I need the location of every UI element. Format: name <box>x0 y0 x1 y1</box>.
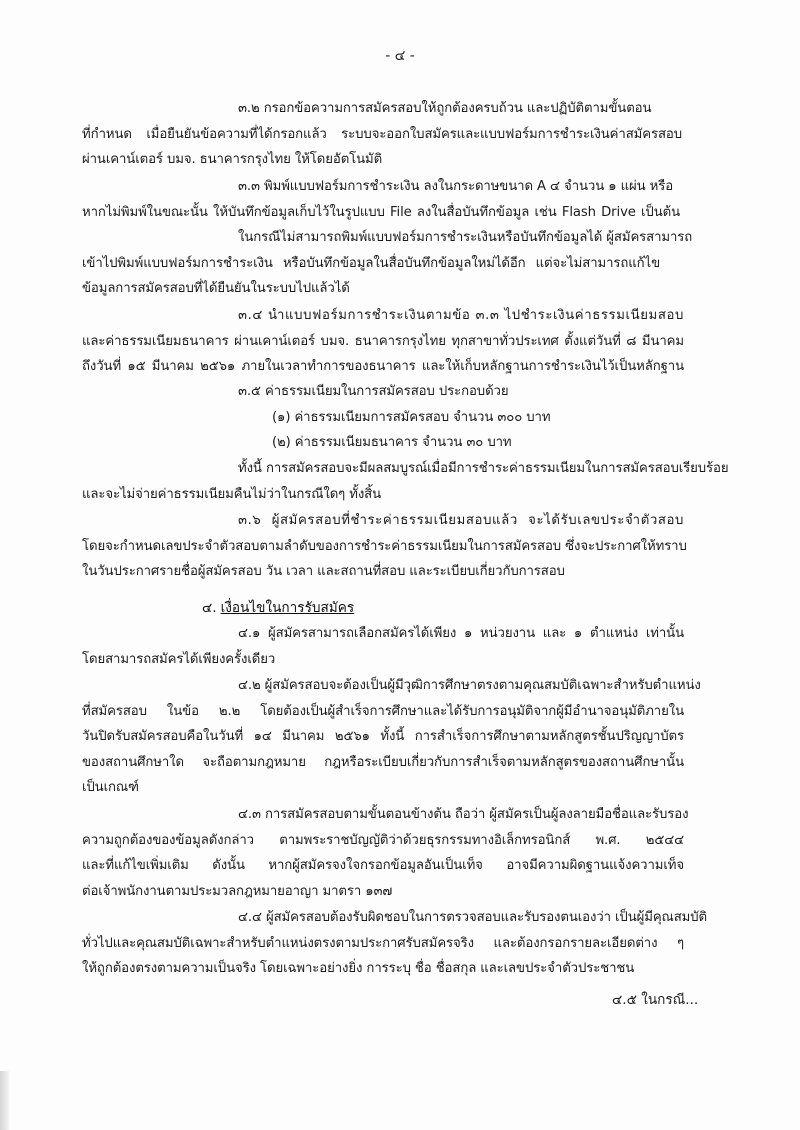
item-4-4-line-2: ทั่วไปและคุณสมบัติเฉพาะสำหรับตำแหน่งตรงตามประกาศรับสมัครจริง และต้องกรอกรายละเอียดต่าง ๆ <box>82 936 684 951</box>
item-3-3-line-5: ข้อมูลการสมัครสอบที่ได้ยืนยันในระบบไปแล้วได้ <box>82 281 350 296</box>
page-number: - ๔ - <box>385 48 415 64</box>
item-3-6-line-3: ในวันประกาศรายชื่อผู้สมัครสอบ วัน เวลา และสถานที่สอบ และระเบียบเกี่ยวกับการสอบ <box>82 564 565 579</box>
item-4-2-line-5: เป็นเกณฑ์ <box>82 780 139 795</box>
item-4-1-line-2: โดยสามารถสมัครได้เพียงครั้งเดียว <box>82 652 276 667</box>
item-3-5-intro: ๓.๕ ค่าธรรมเนียมในการสมัครสอบ ประกอบด้วย <box>238 384 509 399</box>
item-3-4-line-3: ถึงวันที่ ๑๕ มีนาคม ๒๕๖๑ ภายในเวลาทำการของธนาคาร และให้เก็บหลักฐานการชำระเงินไว้เป็นหลักฐาน <box>82 359 684 374</box>
item-4-2-line-3: วันปิดรับสมัครสอบคือในวันที่ ๑๔ มีนาคม ๒๕๖๑ ทั้งนี้ การสำเร็จการศึกษาตามหลักสูตรชั้นปริญญาบัตร <box>82 729 684 744</box>
item-3-2-line-1: ๓.๒ กรอกข้อความการสมัครสอบให้ถูกต้องครบถ้วน และปฏิบัติตามขั้นตอน <box>238 101 652 116</box>
item-4-3-line-3: และที่แก้ไขเพิ่มเติม ดังนั้น หากผู้สมัครจงใจกรอกข้อมูลอันเป็นเท็จ อาจมีความผิดฐานแจ้งความเท็จ <box>82 858 684 873</box>
item-3-3-line-2: หากไม่พิมพ์ในขณะนั้น ให้บันทึกข้อมูลเก็บไว้ในรูปแบบ File ลงในสื่อบันทึกข้อมูล เช่น Flash Drive เป็นต้น <box>82 205 680 220</box>
section-4-title: เงื่อนไขในการรับสมัคร <box>220 600 355 616</box>
item-3-2-line-2: ที่กำหนด เมื่อยืนยันข้อความที่ได้กรอกแล้ว ระบบจะออกใบสมัครและแบบฟอร์มการชำระเงินค่าสมัครสอบ <box>82 127 682 142</box>
item-3-2-line-3: ผ่านเคาน์เตอร์ บมจ. ธนาคารกรุงไทย ให้โดยอัตโนมัติ <box>82 152 383 167</box>
item-4-4-line-1: ๔.๔ ผู้สมัครสอบต้องรับผิดชอบในการตรวจสอบและรับรองตนเองว่า เป็นผู้มีคุณสมบัติ <box>238 910 707 925</box>
item-4-2-line-1: ๔.๒ ผู้สมัครสอบจะต้องเป็นผู้มีวุฒิการศึกษาตรงตามคุณสมบัติเฉพาะสำหรับตำแหน่ง <box>238 678 701 693</box>
item-3-3-line-4: เข้าไปพิมพ์แบบฟอร์มการชำระเงิน หรือบันทึกข้อมูลในสื่อบันทึกข้อมูลใหม่ได้อีก แต่จะไม่สามารถแก้ไข <box>82 256 660 271</box>
item-3-5-note-line-2: และจะไม่จ่ายค่าธรรมเนียมคืนไม่ว่าในกรณีใดๆ ทั้งสิ้น <box>82 487 382 502</box>
item-4-1-line-1: ๔.๑ ผู้สมัครสามารถเลือกสมัครได้เพียง ๑ หน่วยงาน และ ๑ ตำแหน่ง เท่านั้น <box>238 626 684 641</box>
item-4-2-line-4: ของสถานศึกษาใด จะถือตามกฎหมาย กฎหรือระเบียบเกี่ยวกับการสำเร็จตามหลักสูตรของสถานศึกษานั้น <box>82 755 684 770</box>
item-3-5-note-line-1: ทั้งนี้ การสมัครสอบจะมีผลสมบูรณ์เมื่อมีการชำระค่าธรรมเนียมในการสมัครสอบเรียบร้อย <box>238 461 729 476</box>
item-3-3-line-3: ในกรณีไม่สามารถพิมพ์แบบฟอร์มการชำระเงินหรือบันทึกข้อมูลได้ ผู้สมัครสามารถ <box>238 230 693 245</box>
item-4-2-line-2: ที่สมัครสอบ ในข้อ ๒.๒ โดยต้องเป็นผู้สำเร็จการศึกษาและได้รับการอนุมัติจากผู้มีอำนาจอนุมัติภายใน <box>82 704 684 719</box>
item-4-3-line-1: ๔.๓ การสมัครสอบตามขั้นตอนข้างต้น ถือว่า ผู้สมัครเป็นผู้ลงลายมือชื่อและรับรอง <box>238 807 689 822</box>
scan-edge-shadow <box>0 1071 10 1130</box>
item-3-3-line-1: ๓.๓ พิมพ์แบบฟอร์มการชำระเงิน ลงในกระดาษขนาด A ๔ จำนวน ๑ แผ่น หรือ <box>238 179 674 194</box>
item-3-4-line-2: และค่าธรรมเนียมธนาคาร ผ่านเคาน์เตอร์ บมจ. ธนาคารกรุงไทย ทุกสาขาทั่วประเทศ ตั้งแต่วันที่ ๘ มีนาคม <box>82 334 684 349</box>
fee-application: (๑) ค่าธรรมเนียมการสมัครสอบ จำนวน ๓๐๐ บาท <box>272 410 551 425</box>
continued-marker: ๔.๕ ในกรณี... <box>612 992 699 1008</box>
item-3-6-line-1: ๓.๖ ผู้สมัครสอบที่ชำระค่าธรรมเนียมสอบแล้ว จะได้รับเลขประจำตัวสอบ <box>238 513 684 528</box>
section-4-number: ๔. <box>202 600 217 616</box>
fee-bank: (๒) ค่าธรรมเนียมธนาคาร จำนวน ๓๐ บาท <box>272 435 512 450</box>
section-4-heading <box>202 599 354 617</box>
item-4-3-line-4: ต่อเจ้าพนักงานตามประมวลกฎหมายอาญา มาตรา ๑๓๗ <box>82 884 393 899</box>
item-4-3-line-2: ความถูกต้องของข้อมูลดังกล่าว ตามพระราชบัญญัติว่าด้วยธุรกรรมทางอิเล็กทรอนิกส์ พ.ศ. ๒๕๔๔ <box>82 833 684 848</box>
item-3-4-line-1: ๓.๔ นำแบบฟอร์มการชำระเงินตามข้อ ๓.๓ ไปชำระเงินค่าธรรมเนียมสอบ <box>238 308 684 323</box>
item-3-6-line-2: โดยจะกำหนดเลขประจำตัวสอบตามลำดับของการชำระค่าธรรมเนียมในการสมัครสอบ ซึ่งจะประกาศให้ทราบ <box>82 539 687 554</box>
item-4-4-line-3: ให้ถูกต้องตรงตามความเป็นจริง โดยเฉพาะอย่างยิ่ง การระบุ ชื่อ ชื่อสกุล และเลขประจำตัวประชาชน <box>82 961 635 976</box>
